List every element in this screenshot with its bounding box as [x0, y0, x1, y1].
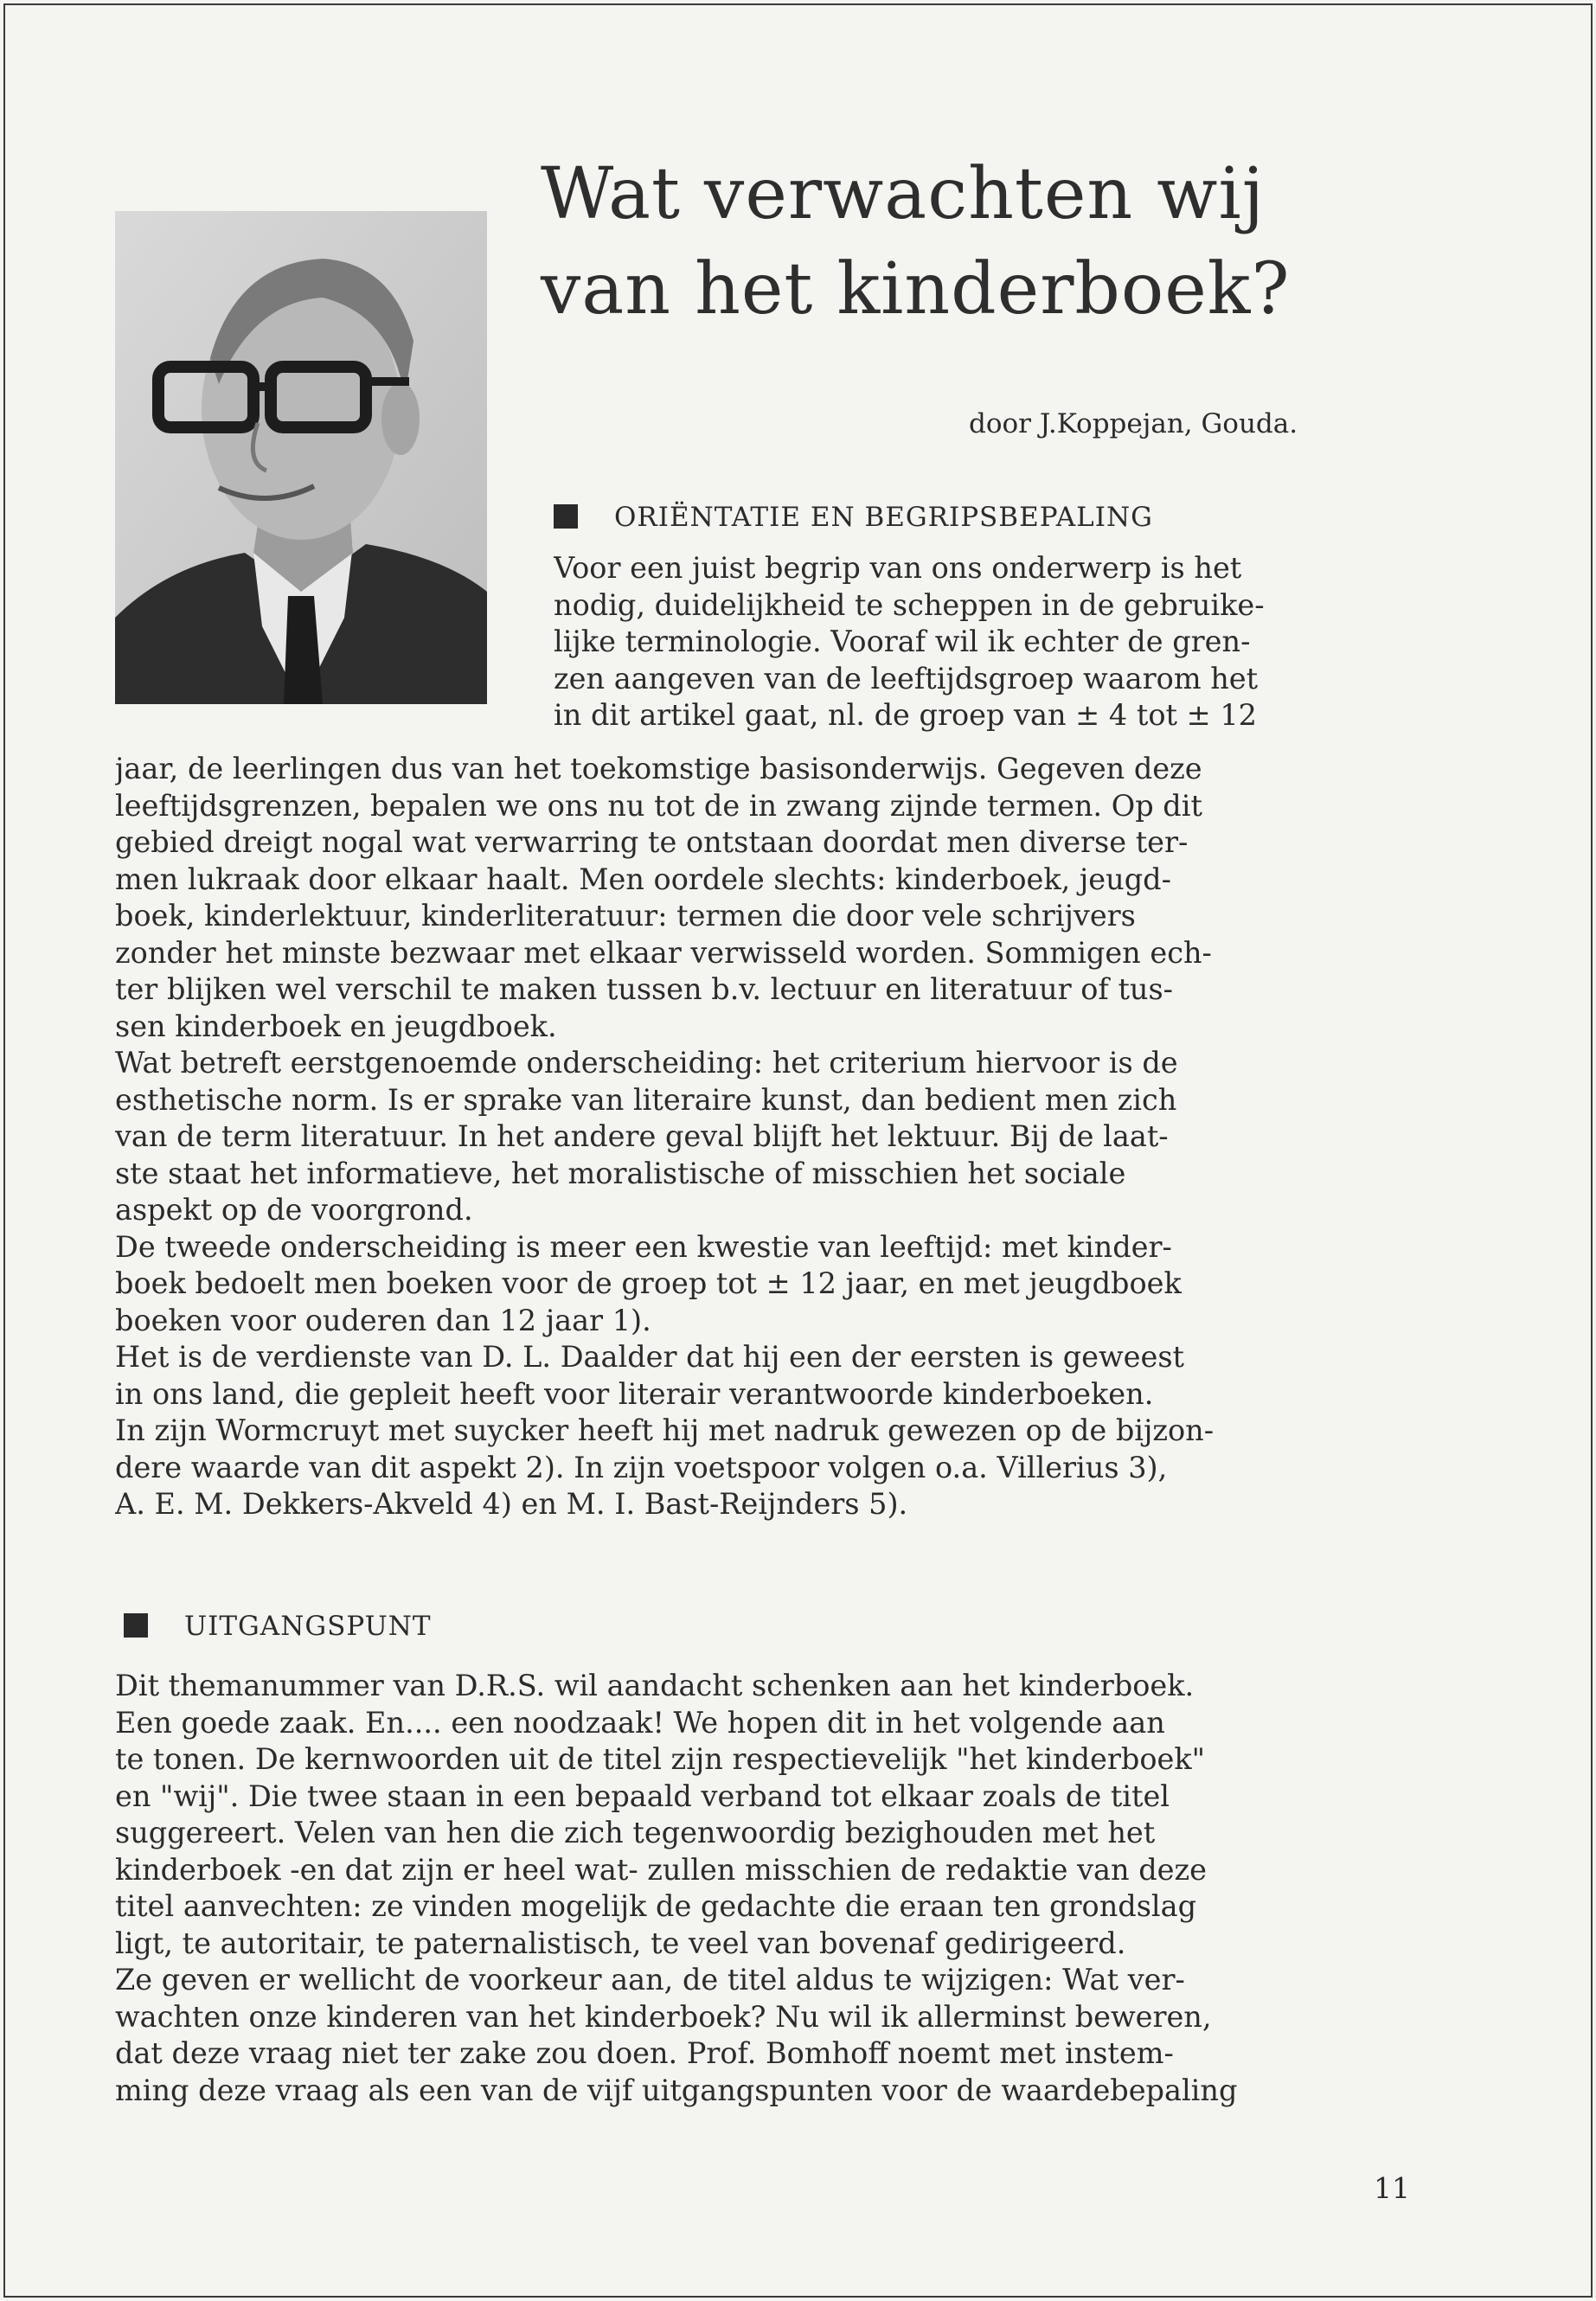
text-line: in dit artikel gaat, nl. de groep van ± 4 tot ± 12 — [554, 698, 1257, 732]
text-line: dat deze vraag niet ter zake zou doen. Prof. Bomhoff noemt met instem- — [115, 2036, 1174, 2070]
text-line: wachten onze kinderen van het kinderboek? Nu wil ik allerminst beweren, — [115, 1999, 1212, 2034]
title-line: van het kinderboek? — [541, 248, 1291, 330]
text-line: suggereert. Velen van hen die zich tegenwoordig bezighouden met het — [115, 1816, 1156, 1849]
text-line: ligt, te autoritair, te paternalistisch, te veel van bovenaf gedirigeerd. — [115, 1926, 1126, 1960]
section-heading-uitgangspunt — [124, 1609, 432, 1644]
page-number: 11 — [1374, 2171, 1410, 2205]
text-line: van de term literatuur. In het andere geval blijft het lektuur. Bij de laat- — [115, 1119, 1169, 1153]
article-title — [541, 147, 1535, 337]
text-line: Het is de verdienste van D. L. Daalder dat hij een der eersten is geweest — [115, 1340, 1184, 1374]
text-line: A. E. M. Dekkers-Akveld 4) en M. I. Bast-Reijnders 5). — [115, 1487, 908, 1521]
text-line: Voor een juist begrip van ons onderwerp is het — [554, 551, 1242, 585]
author-portrait-photo — [115, 211, 487, 704]
section1-paragraph-beside-photo — [554, 550, 1265, 734]
text-line: boeken voor ouderen dan 12 jaar 1). — [115, 1303, 651, 1337]
text-line: ter blijken wel verschil te maken tussen b.v. lectuur en literatuur of tus- — [115, 972, 1173, 1006]
text-line: jaar, de leerlingen dus van het toekomstige basisonderwijs. Gegeven deze — [115, 752, 1202, 785]
author-byline: door J.Koppejan, Gouda. — [969, 408, 1298, 439]
text-line: Dit themanummer van D.R.S. wil aandacht schenken aan het kinderboek. — [115, 1669, 1195, 1702]
section1-body — [115, 751, 1214, 1523]
text-line: boek bedoelt men boeken voor de groep tot ± 12 jaar, en met jeugdboek — [115, 1266, 1182, 1300]
text-line: zonder het minste bezwaar met elkaar verwisseld worden. Sommigen ech- — [115, 935, 1212, 970]
text-line: ming deze vraag als een van de vijf uitgangspunten voor de waardebepaling — [115, 2073, 1238, 2107]
text-line: in ons land, die gepleit heeft voor literair verantwoorde kinderboeken. — [115, 1376, 1154, 1411]
text-line: ste staat het informatieve, het moralistische of misschien het sociale — [115, 1156, 1126, 1190]
section-heading-text: ORIËNTATIE EN BEGRIPSBEPALING — [614, 502, 1153, 533]
text-line: De tweede onderscheiding is meer een kwestie van leeftijd: met kinder- — [115, 1229, 1172, 1264]
text-line: In zijn Wormcruyt met suycker heeft hij met nadruk gewezen op de bijzon- — [115, 1413, 1215, 1447]
text-line: kinderboek -en dat zijn er heel wat- zullen misschien de redaktie van deze — [115, 1852, 1207, 1887]
text-line: zen aangeven van de leeftijdsgroep waarom het — [554, 661, 1259, 695]
text-line: titel aanvechten: ze vinden mogelijk de gedachte die eraan ten grondslag — [115, 1889, 1197, 1923]
text-line: lijke terminologie. Vooraf wil ik echter de gren- — [554, 625, 1251, 658]
portrait-illustration — [115, 211, 487, 704]
title-line: Wat verwachten wij — [541, 153, 1266, 235]
text-line: aspekt op de voorgrond. — [115, 1193, 473, 1227]
section-heading-text: UITGANGSPUNT — [184, 1611, 432, 1642]
text-line: Ze geven er wellicht de voorkeur aan, de titel aldus te wijzigen: Wat ver- — [115, 1963, 1185, 1997]
text-line: gebied dreigt nogal wat verwarring te ontstaan doordat men diverse ter- — [115, 825, 1189, 859]
text-line: dere waarde van dit aspekt 2). In zijn voetspoor volgen o.a. Villerius 3), — [115, 1450, 1168, 1484]
text-line: esthetische norm. Is er sprake van literaire kunst, dan bedient men zich — [115, 1082, 1177, 1117]
text-line: boek, kinderlektuur, kinderliteratuur: termen die door vele schrijvers — [115, 899, 1136, 933]
section2-body — [115, 1668, 1237, 2109]
text-line: men lukraak door elkaar haalt. Men oordele slechts: kinderboek, jeugd- — [115, 862, 1171, 896]
bullet-square-icon — [554, 504, 578, 529]
text-line: nodig, duidelijkheid te scheppen in de gebruike- — [554, 587, 1265, 622]
text-line: en "wij". Die twee staan in een bepaald verband tot elkaar zoals de titel — [115, 1779, 1170, 1813]
text-line: Wat betreft eerstgenoemde onderscheiding: het criterium hiervoor is de — [115, 1046, 1178, 1080]
text-line: te tonen. De kernwoorden uit de titel zijn respectievelijk "het kinderboek" — [115, 1742, 1206, 1776]
section-heading-orientatie — [554, 500, 1153, 535]
text-line: leeftijdsgrenzen, bepalen we ons nu tot de in zwang zijnde termen. Op dit — [115, 788, 1202, 823]
text-line: sen kinderboek en jeugdboek. — [115, 1009, 557, 1043]
bullet-square-icon — [124, 1613, 148, 1638]
text-line: Een goede zaak. En.... een noodzaak! We hopen dit in het volgende aan — [115, 1705, 1165, 1740]
